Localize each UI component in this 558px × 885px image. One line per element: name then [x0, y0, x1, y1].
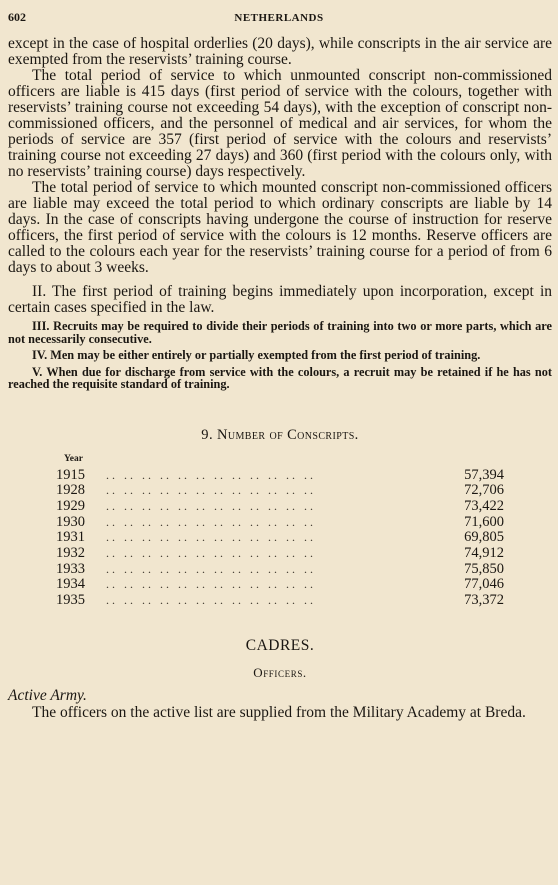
paragraph-clause-v: V. When due for discharge from service with the colours, a recruit may be retained if he has not reached the requisite standard of training.: [8, 364, 552, 391]
leader-dots: .. .. .. .. .. .. .. .. .. .. .. ..: [106, 514, 316, 529]
table-row: [56, 530, 504, 546]
paragraph-clause-iv: IV. Men may be either entirely or partially exempted from the first period of training.: [32, 348, 481, 362]
year-cell: 1915: [56, 466, 85, 483]
paragraph-clause-iii: III. Recruits may be required to divide their periods of training into two or more parts, which are not necessarily consecutive.: [8, 319, 552, 346]
year-cell: 1934: [56, 576, 85, 593]
section-title: Number of Conscripts.: [217, 426, 359, 443]
value-cell: 73,422: [464, 497, 504, 514]
table-row: [56, 483, 504, 499]
leader-dots: .. .. .. .. .. .. .. .. .. .. .. ..: [106, 577, 316, 592]
paragraph-unmounted-ncos: The total period of service to which unmounted conscript non-commissioned officers are liable is 415 days (first period of service with the colours, together with reservists’ training course not exceeding 54 days), with the exception of conscript non-commissioned officers, and the personnel of medical and air services, for whom the periods of service are 357 (first period of service with the colours and reservists’ training course not exceeding 27 days) and 360 (first period with the colours only, with no reservists’ training course) days respectively.: [8, 67, 552, 180]
table-row: [56, 577, 504, 593]
table-row: [56, 515, 504, 531]
paragraph-mounted-ncos: The total period of service to which mounted conscript non-commissioned officers are liable may exceed the total period to which ordinary conscripts are liable by 14 days. In the case of conscripts having undergone the course of instruction for reserve officers, the first period of service with the colours is 12 months. Reserve officers are called to the colours each year for the reservists’ training course for a period of from 6 days to about 3 weeks.: [8, 179, 552, 276]
section-number: 9.: [201, 426, 213, 443]
section-heading-conscripts: [8, 427, 552, 444]
leader-dots: .. .. .. .. .. .. .. .. .. .. .. ..: [106, 561, 316, 576]
year-cell: 1928: [56, 482, 85, 499]
value-cell: 75,850: [464, 560, 504, 577]
year-cell: 1929: [56, 497, 85, 514]
officers-subheading: Officers.: [253, 664, 307, 680]
paragraph-continuation: except in the case of hospital orderlies (20 days), while conscripts in the air service are exempted from the reservists’ training course.: [8, 35, 552, 68]
value-cell: 69,805: [464, 529, 504, 546]
cadres-heading: CADRES.: [245, 636, 315, 654]
year-cell: 1930: [56, 513, 85, 530]
year-cell: 1933: [56, 560, 85, 577]
active-army-heading: Active Army.: [8, 686, 87, 704]
paragraph-clause-ii: II. The first period of training begins immediately upon incorporation, except in certain cases specified in the law.: [8, 283, 552, 316]
paragraph-officers: The officers on the active list are supplied from the Military Academy at Breda.: [32, 703, 526, 721]
leader-dots: .. .. .. .. .. .. .. .. .. .. .. ..: [106, 467, 316, 482]
page-header: [8, 8, 550, 26]
value-cell: 57,394: [464, 466, 504, 483]
year-cell: 1935: [56, 592, 85, 609]
table-row: [56, 593, 504, 609]
leader-dots: .. .. .. .. .. .. .. .. .. .. .. ..: [106, 593, 316, 608]
year-column-header: Year: [64, 453, 83, 464]
table-row: [56, 546, 504, 562]
value-cell: 72,706: [464, 482, 504, 499]
running-title: NETHERLANDS: [234, 12, 324, 24]
value-cell: 74,912: [464, 545, 504, 562]
value-cell: 71,600: [464, 513, 504, 530]
leader-dots: .. .. .. .. .. .. .. .. .. .. .. ..: [106, 546, 316, 561]
table-row: [56, 499, 504, 515]
leader-dots: .. .. .. .. .. .. .. .. .. .. .. ..: [106, 498, 316, 513]
leader-dots: .. .. .. .. .. .. .. .. .. .. .. ..: [106, 530, 316, 545]
conscripts-table: [56, 468, 504, 609]
page-body: [8, 36, 552, 721]
year-cell: 1931: [56, 529, 85, 546]
value-cell: 73,372: [464, 592, 504, 609]
leader-dots: .. .. .. .. .. .. .. .. .. .. .. ..: [106, 483, 316, 498]
table-row: [56, 468, 504, 484]
table-row: [56, 562, 504, 578]
year-cell: 1932: [56, 545, 85, 562]
value-cell: 77,046: [464, 576, 504, 593]
page-number: 602: [8, 10, 26, 24]
